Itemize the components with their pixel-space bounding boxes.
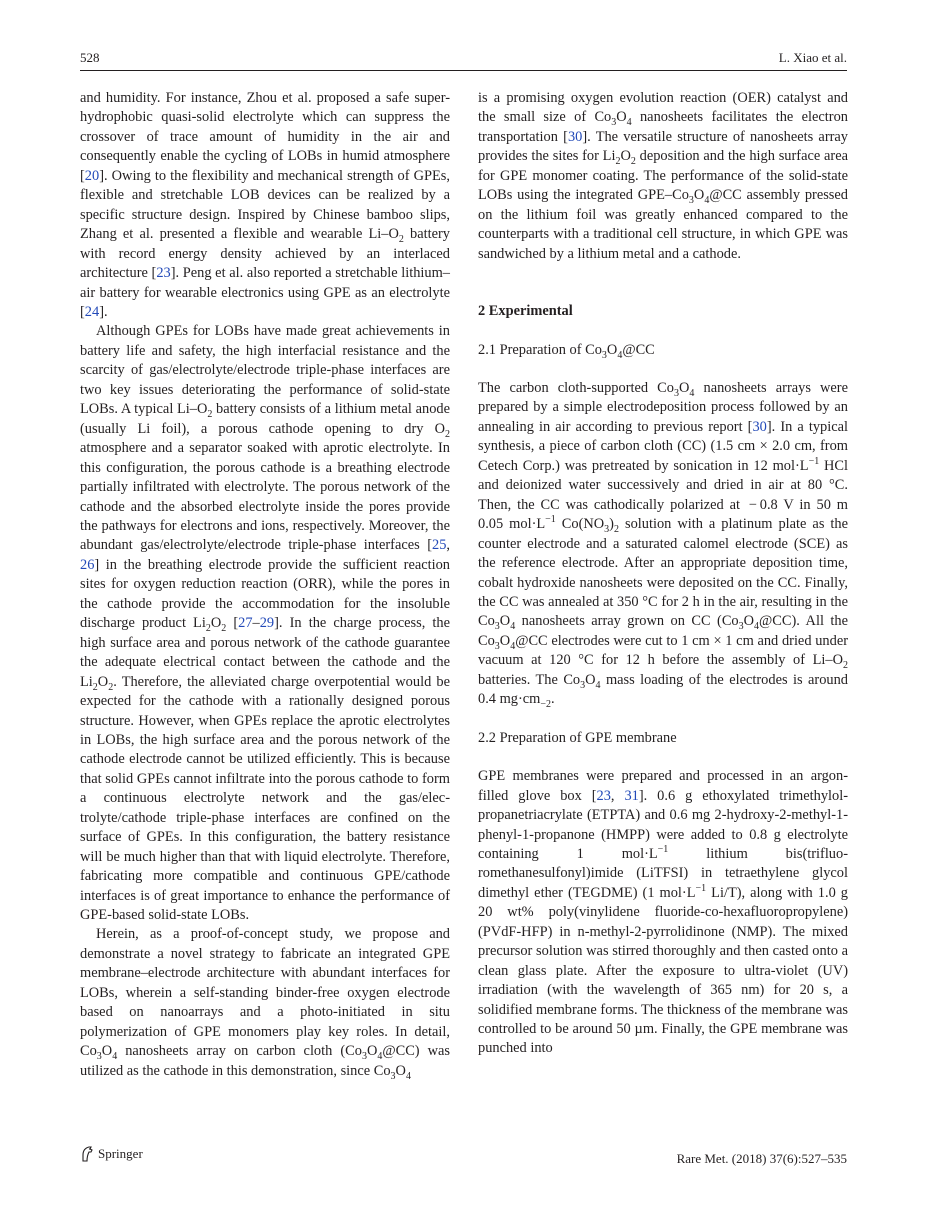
- citation-link[interactable]: 20: [84, 167, 100, 184]
- journal-citation: Rare Met. (2018) 37(6):527–535: [676, 1151, 847, 1166]
- citation-link[interactable]: 30: [752, 418, 767, 435]
- paragraph-right-1: is a promising oxygen evolution reaction (OER) catalyst and the small size of $Co_3O_4$ nanosheets facilitates the electron transportation [30]. The versatile structure of nanosheets array provides the sites for $Li_2O_2$ deposition and the high surface area for GPE monomer coating. The performance of the solid-state LOBs using the integrated GPE–$Co_3O_4@CC$ assembly pressed on the lithium foil was greatly enhanced compared to the counterparts with a traditional cell structure, in which GPE was sandwiched by a lithium metal and a cathode.: [478, 90, 848, 262]
- citation-link[interactable]: 23: [156, 265, 171, 282]
- paragraph-right-2: The carbon cloth-supported $Co_3O_4$ nanosheets arrays were prepared by a simple electrodeposition process followed by an annealing in air according to previous report [30]. In a typical synthesis, a piece of carbon cloth (CC) (1.5 cm × 2.0 cm, from Cetech Corp.) was pretreated by sonication in 12 $mol\cdot L^{-1}$ HCl and deionized water successively and dried in air at 80 °C. Then, the CC was cathodically polarized at − 0.8 V in 50 m 0.05 $mol\cdot L^{-1}$ $Co(NO_3)_2$ solution with a platinum plate as the counter electrode and a saturated calomel electrode (SCE) as the reference electrode. After an appropriate deposition time, cobalt hydroxide nanosheets were deposited on the CC. Finally, the CC was annealed at 350 °C for 2 h in the air, resulting in the $Co_3O_4$ nanosheets array grown on CC $(Co_3O_4@CC)$. All the $Co_3O_4@CC$ electrodes were cut to 1 cm × 1 cm and dried under vacuum at 120 °C for 12 h before the assembly of $Li-O_2$ batteries. The $Co_3O_4$ mass loading of the electrodes is around 0.4 $mg\cdot cm_{-2}$.: [478, 379, 849, 711]
- subsection-heading-2-2: 2.2 Preparation of GPE membrane: [478, 729, 677, 746]
- citation-link[interactable]: 26: [80, 556, 95, 573]
- running-head: L. Xiao et al.: [778, 50, 847, 65]
- paragraph-left-2: Although GPEs for LOBs have made great achievements in battery life and safety, the high interfacial resistance and the scarcity of gas/electrolyte/electrode triple-phase interfaces are two key issues deteriorating the performance of solid-state LOBs. A typical $Li-O_2$ battery consists of a lithium metal anode (usually Li foil), a porous cathode opening to dry $O_2$ atmosphere and a separator soaked with aprotic electrolyte. In this configuration, the porous cathode is a breathing electrode partially infiltrated with electrolyte. The porous network of the cathode and the absorbed electrolyte inside the pores provide the pathways for electrons and ions, respectively. Moreover, the abundant gas/electrolyte/electrode triple-phase interfaces [25, 26] in the breathing electrode provide the sufficient reaction sites for oxygen reduction reaction (ORR), while the pores in the cathode provide the accommodation for the insoluble discharge product $Li_2O_2$ [27–29]. In the charge process, the high surface area and porous network of the cathode guarantee the adequate electrical contact between the cathode and the $Li_2O_2$. Therefore, the alleviated charge overpotential would be expected for the cathode with a rationally designed porous structure. However, when GPEs replace the aprotic electrolytes in LOBs, the high surface area and the porous network of the cathode electrode cannot be utilized efficiently. This is because that solid GPEs cannot infiltrate into the porous cathode to form a continuous electrolyte network and the gas/electrolyte/cathode triple-phase interfaces are confined on the surface of GPEs. In this configuration, the battery resistance will be much higher than that with liquid electrolyte. Therefore, fabricating more compatible and continuous GPE/cathode interfaces is of great importance to enhance the performance of GPE-based solid-state LOBs.: [80, 323, 451, 924]
- citation-link[interactable]: 25: [432, 537, 447, 554]
- right-column: [478, 89, 848, 1059]
- subsection-heading-2-1: 2.1 Preparation of $Co_3O_4@CC$: [478, 341, 655, 361]
- citation-link[interactable]: 23: [596, 787, 611, 804]
- citation-link[interactable]: 27: [238, 615, 253, 632]
- paragraph-left-1: and humidity. For instance, Zhou et al. proposed a safe super-hydrophobic quasi-solid electrolyte which can suppress the crossover of trace amount of humidity in the air and consequently enable the cycling of LOBs in humid atmosphere [20]. Owing to the flexibility and mechanical strength of GPEs, flexible and stretchable LOB devices can be realized by a specific structure design. Inspired by Chinese bamboo slips, Zhang et al. presented a flexible and wearable $Li-O_2$ battery with record energy density achieved by an interlaced architecture [23]. Peng et al. also reported a stretchable lithium–air battery for wearable electronics using GPE as an electrolyte [24].: [80, 90, 450, 320]
- left-column: [80, 89, 450, 1081]
- header-rule: [80, 70, 847, 71]
- citation-link[interactable]: 30: [567, 128, 583, 145]
- publisher-name: Springer: [98, 1146, 143, 1161]
- citation-link[interactable]: 31: [624, 787, 639, 804]
- publisher-logo: [80, 1146, 143, 1162]
- paragraph-left-3: Herein, as a proof-of-concept study, we propose and demonstrate a novel strategy to fabricate an integrated GPE membrane–electrode architecture with abundant interfaces for LOBs, wherein a self-standing binder-free oxygen electrode based on nanoarrays and a photo-initiated in situ polymerization of GPE monomers play key roles. In detail, $Co_3O_4$ nanosheets array on carbon cloth $(Co_3O_4@CC)$ was utilized as the cathode in this demonstration, since $Co_3O_4$: [80, 926, 450, 1082]
- paragraph-right-3: GPE membranes were prepared and processed in an argon-filled glove box [23, 31]. 0.6 g ethoxylated trimethylolpropanetriacrylate (ETPTA) and 0.6 mg 2-hydroxy-2-methyl-1-phenyl-1-propanone (HMPP) were added to 0.8 g electrolyte containing 1 $mol\cdot L^{-1}$ lithium bis(trifluoromethanesulfonyl)imide (LiTFSI) in tetraethylene glycol dimethyl ether (TEGDME) (1 $mol\cdot L^{-1}$ Li/T), along with 1.0 g 20 wt% poly(vinylidene fluoride-co-hexafluoropropylene) (PVdF-HFP) in n-methyl-2-pyrrolidinone (NMP). The mixed precursor solution was stirred thoroughly and then casted onto a clean glass plate. After the exposure to ultra-violet (UV) irradiation (with the wavelength of 365 nm) for 20 s, a solidified membrane forms. The thickness of the membrane was controlled to be around 50 µm. Finally, the GPE membrane was punched into: [478, 768, 848, 1057]
- citation-link[interactable]: 24: [84, 303, 100, 320]
- springer-horse-icon: [80, 1146, 94, 1162]
- section-heading-experimental: 2 Experimental: [478, 303, 573, 320]
- citation-link[interactable]: 29: [259, 615, 275, 632]
- page-number: 528: [80, 50, 100, 65]
